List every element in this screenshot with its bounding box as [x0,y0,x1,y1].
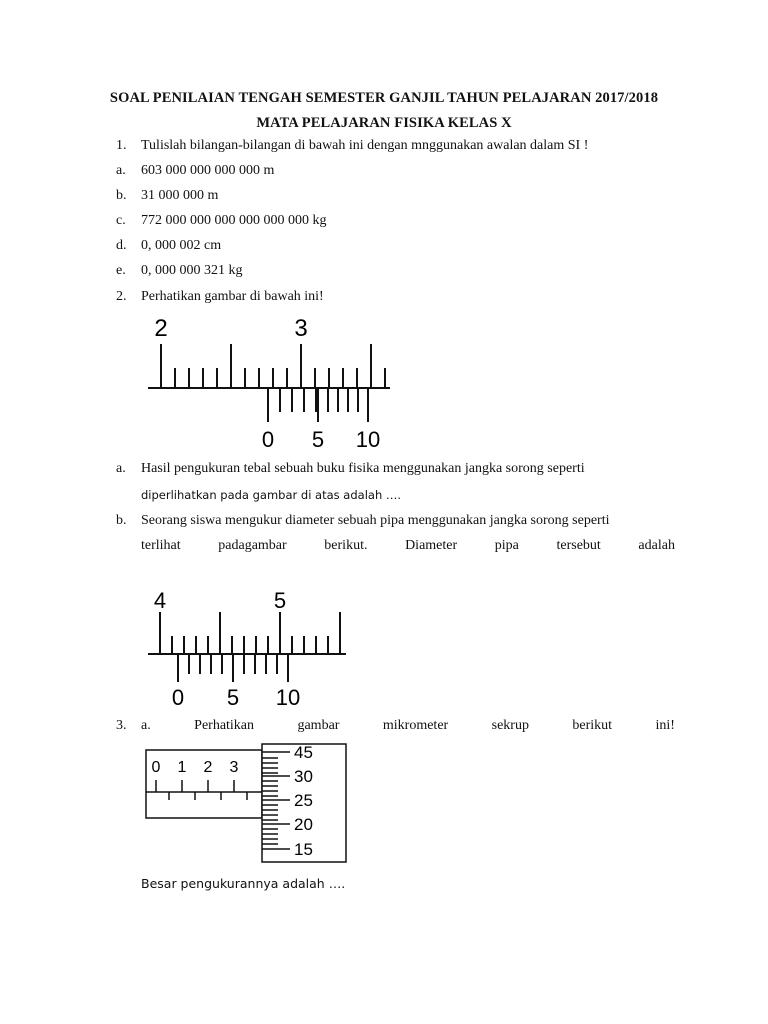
vernier-label-5: 5 [226,685,240,710]
q2a-text-line1: Hasil pengukuran tebal sebuah buku fisika menggunakan jangka sorong seperti [141,461,585,476]
vernier-label-0: 0 [261,427,275,452]
q1d-label: d. [116,238,127,253]
q3-number: 3. [116,718,127,733]
vernier-label-5: 5 [311,427,325,452]
q3-result-text: Besar pengukurannya adalah …. [141,876,346,891]
q2b-word: Diameter [405,538,458,553]
q1c-label: c. [116,213,126,228]
main-scale-label-right: 3 [294,315,308,342]
sleeve-label: 3 [229,759,239,776]
q1a-label: a. [116,163,126,178]
q2a-label: a. [116,461,126,476]
q2b-label: b. [116,513,127,528]
thimble-label: 15 [294,840,313,859]
vernier-caliper-figure-2 [140,584,360,712]
vernier-label-10: 10 [275,685,301,710]
thimble-label: 20 [294,815,313,834]
q2-text: Perhatikan gambar di bawah ini! [141,289,324,304]
q3-word: a. [141,718,151,733]
q2b-word: terlihat [141,538,181,553]
main-scale-label-left: 2 [154,315,168,342]
thimble-label: 25 [294,791,313,810]
q2b-line1-content: Seorang siswa mengukur diameter sebuah pipa menggunakan jangka sorong seperti [141,513,610,528]
q2b-word: berikut. [324,538,368,553]
sleeve-label: 2 [203,759,213,776]
micrometer-figure [140,742,360,866]
q1-text: Tulislah bilangan-bilangan di bawah ini dengan mnggunakan awalan dalam SI ! [141,138,589,153]
q2b-text-line1 [141,513,675,529]
q3-word: mikrometer [382,718,449,733]
sleeve-label: 1 [177,759,187,776]
vernier-label-10: 10 [355,427,381,452]
q3-word: ini! [655,718,675,733]
q1b-text: 31 000 000 m [141,188,219,203]
q2a-text-line2: diperlihatkan pada gambar di atas adalah …. [141,488,402,502]
q3-text-line [141,718,675,734]
q1-number: 1. [116,138,127,153]
q2b-text-line2 [141,538,675,554]
q1e-label: e. [116,263,126,278]
vernier-caliper-figure-1 [140,308,400,456]
sleeve-label: 0 [151,759,161,776]
exam-title: SOAL PENILAIAN TENGAH SEMESTER GANJIL TAHUN PELAJARAN 2017/2018 [109,90,659,106]
thimble-label: 45 [294,743,313,762]
main-scale-label-left: 4 [153,588,167,613]
thimble-label: 30 [294,767,313,786]
vernier-label-0: 0 [171,685,185,710]
q1b-label: b. [116,188,127,203]
q3-word: sekrup [491,718,529,733]
q1d-text: 0, 000 002 cm [141,238,222,253]
q2-number: 2. [116,289,127,304]
q2b-word: pipa [494,538,519,553]
q2b-word: tersebut [556,538,601,553]
q3-word: berikut [572,718,613,733]
q1c-text: 772 000 000 000 000 000 000 kg [141,213,327,228]
q1a-text: 603 000 000 000 000 m [141,163,275,178]
subject-title: MATA PELAJARAN FISIKA KELAS X [256,115,512,131]
q3-word: Perhatikan [194,718,255,733]
q1e-text: 0, 000 000 321 kg [141,263,243,278]
q3-word: gambar [297,718,340,733]
q2b-word: adalah [638,538,675,553]
main-scale-label-right: 5 [273,588,287,613]
q2b-word: padagambar [218,538,287,553]
